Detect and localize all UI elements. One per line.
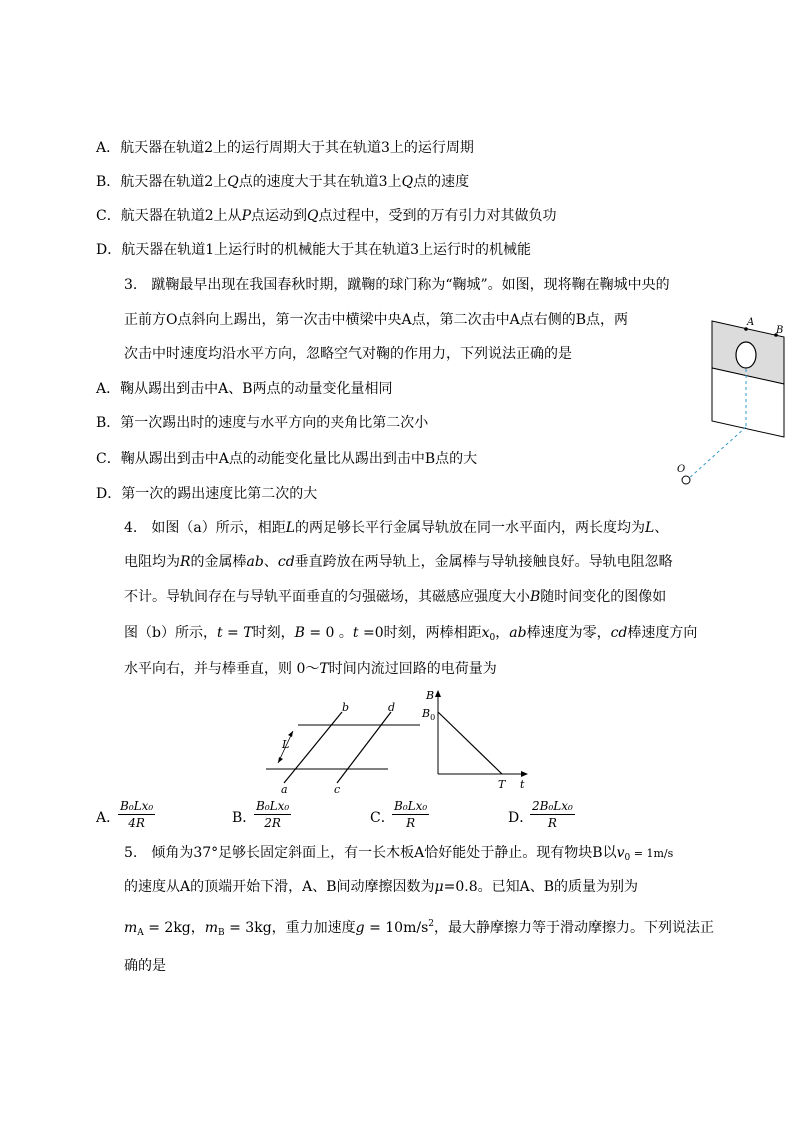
q4-l1-pre: 4. 如图（a）所示，相距 [124, 520, 286, 536]
q5-l3-ma: m [124, 920, 138, 936]
q4-option-a-fraction [118, 798, 155, 831]
q4-l4-x: x [481, 625, 490, 641]
q3-option-b: B．第一次踢出时的速度与水平方向的夹角比第二次小 [96, 415, 429, 431]
q4-l4-ab: ab [509, 625, 527, 641]
q4-l4-e: 棒速度为零， [526, 625, 611, 641]
q4-l1-l: L [285, 520, 296, 536]
dimension-l-arrow-bottom [278, 757, 283, 763]
q4-l2-mid: 的金属棒 [190, 554, 247, 570]
b-axis-arrow [435, 690, 441, 697]
q4-l4-t2: t [352, 625, 359, 641]
q5-stem-line4: 确的是 [124, 958, 166, 974]
label-o: O [677, 464, 686, 475]
q2-option-a: A．航天器在轨道2上的运行周期大于其在轨道3上的运行周期 [96, 140, 474, 156]
q3-option-c: C．鞠从踢出到击中A点的动能变化量比从踢出到击中B点的大 [96, 451, 478, 467]
q5-l2-pre: 的速度从A的顶端开始下滑，A、B间动摩擦因数为 [124, 879, 435, 895]
q5-l3-post: ，最大静摩擦力等于滑动摩擦力。下列说法正 [433, 920, 714, 936]
q4-l4-B: B [294, 625, 305, 641]
q4-figure-b [420, 688, 532, 796]
q4-l3-post: 随时间变化的图像如 [540, 589, 667, 605]
label-c-rod: c [334, 783, 341, 795]
q4-option-a-num: B₀Lx₀ [120, 799, 154, 813]
q3-goal-figure [670, 315, 792, 495]
q4-stem-line5 [124, 659, 497, 679]
q2-option-b-post: 点的速度 [413, 174, 470, 190]
q4-l2-r: R [180, 554, 191, 570]
q4-l1-l2: L [645, 520, 655, 536]
q4-option-b-den: 2R [264, 816, 281, 830]
q2-option-b-q2: Q [401, 174, 414, 190]
q4-figure-a [262, 700, 432, 795]
rod-ab [284, 712, 342, 783]
q4-stem-line4 [124, 623, 697, 648]
q2-option-c-p: P [241, 208, 252, 224]
q5-l3-g: g [355, 920, 365, 936]
q4-l4-eq1: = [222, 625, 244, 641]
q4-l4-a: 图（b）所示， [124, 625, 217, 641]
label-b-axis: B [426, 689, 435, 702]
q4-option-b-num: B₀Lx₀ [256, 799, 290, 813]
q5-l3-g-sup: 2 [428, 919, 434, 929]
q4-stem-line2 [124, 552, 673, 572]
q4-l2-post: 垂直跨放在两导轨上，金属棒与导轨接触良好。导轨电阻忽略 [294, 554, 673, 570]
q2-option-c-pre: C．航天器在轨道2上从 [96, 208, 242, 224]
q4-l4-T: T [243, 625, 253, 641]
t-axis-arrow [521, 771, 528, 777]
q2-option-b [96, 172, 469, 192]
dimension-l-arrow-top [288, 731, 293, 737]
label-a: A [747, 317, 755, 328]
label-b0: $B_0$ [422, 707, 436, 722]
q5-l1-v0: 0 [624, 853, 631, 863]
q4-option-d-num: 2B₀Lx₀ [532, 799, 573, 813]
q5-l3-mb: m [204, 920, 219, 936]
q4-l4-eq2: = 0 。 [304, 625, 353, 641]
q4-l3-b: B [530, 589, 541, 605]
q5-l3-mb-val: = 3kg，重力加速度 [224, 920, 356, 936]
q2-option-c-post: 点过程中，受到的万有引力对其做负功 [318, 208, 557, 224]
q4-option-c-fraction [392, 798, 429, 831]
label-a-rod: a [281, 783, 288, 795]
q4-l4-t1: t [216, 625, 223, 641]
q4-option-c-den: R [406, 816, 416, 830]
q2-option-c-mid: 点运动到 [251, 208, 308, 224]
q4-option-c-num: B₀Lx₀ [394, 799, 428, 813]
q2-option-d: D．航天器在轨道1上运行时的机械能大于其在轨道3上运行时的机械能 [96, 242, 532, 258]
label-T: T [498, 778, 506, 791]
q5-l2-post: =0.8。已知A、B的质量为别为 [443, 879, 639, 895]
q5-l3-ma-sub: A [137, 928, 144, 938]
q5-l1-v: v [616, 845, 625, 861]
q5-l2-mu: μ [434, 879, 444, 895]
q2-option-b-q1: Q [227, 174, 239, 190]
q4-option-b-label: B． [232, 810, 257, 826]
q5-l1-post: = 1m/s [630, 847, 674, 860]
q4-l1-mid: 的两足够长平行金属导轨放在同一水平面内，两长度均为 [295, 520, 646, 536]
b-t-line [438, 712, 502, 774]
q4-l1-post: 、 [654, 520, 669, 536]
q4-l2-pre: 电阻均为 [124, 554, 180, 570]
q2-option-b-pre: B．航天器在轨道2上 [96, 174, 228, 190]
label-d-rod: d [388, 701, 396, 714]
q5-l3-mb-sub: B [218, 928, 225, 938]
q5-l3-ma-val: = 2kg， [143, 920, 205, 936]
q4-l2-sep: 、 [263, 554, 278, 570]
q2-option-b-mid: 点的速度大于其在轨道3上 [238, 174, 402, 190]
label-b-rod: b [342, 701, 350, 714]
q4-l4-f: 棒速度方向 [627, 625, 698, 641]
q4-option-b-fraction [254, 798, 291, 831]
q2-option-c [96, 206, 557, 226]
q5-stem-line3 [124, 914, 714, 943]
q4-option-d-label: D． [508, 810, 534, 826]
q4-l2-ab: ab [246, 554, 264, 570]
q5-stem-line1 [124, 843, 673, 868]
q5-l1-pre: 5. 倾角为37°足够长固定斜面上，有一长木板A恰好能处于静止。现有物块B以 [124, 845, 617, 861]
q4-l3-pre: 不计。导轨间存在与导轨平面垂直的匀强磁场，其磁感应强度大小 [124, 589, 530, 605]
q4-l4-b: 时刻， [252, 625, 295, 641]
q5-l3-g-val: = 10m/s [364, 920, 429, 936]
q4-option-c-label: C． [370, 810, 395, 826]
q4-stem-line1 [124, 518, 668, 538]
q2-option-c-q: Q [307, 208, 319, 224]
q4-option-a-den: 4R [128, 816, 145, 830]
q3-option-d: D．第一次的踢出速度比第二次的大 [96, 486, 318, 502]
label-b: B [776, 325, 784, 336]
ball-o [682, 476, 690, 484]
q4-stem-line3 [124, 587, 666, 607]
q4-l2-cd: cd [277, 554, 295, 570]
q3-option-a: A．鞠从踢出到击中A、B两点的动量变化量相同 [96, 381, 393, 397]
q3-stem-line2: 正前方O点斜向上踢出，第一次击中横梁中央A点，第二次击中A点右侧的B点，两 [124, 312, 628, 328]
q4-l4-d: ， [495, 625, 510, 641]
label-t-axis: t [520, 778, 525, 791]
rod-cd [337, 712, 391, 783]
ground-path [687, 427, 746, 480]
q4-l5-pre: 水平向右，并与棒垂直，则 0～ [124, 661, 320, 677]
q4-option-d-den: R [547, 816, 557, 830]
q4-l4-x0: 0 [489, 633, 496, 643]
q4-l4-c: =0时刻，两棒相距 [358, 625, 482, 641]
q3-stem-line1: 3. 蹴鞠最早出现在我国春秋时期，蹴鞠的球门称为“鞠城”。如图，现将鞠在鞠城中央的 [124, 277, 670, 293]
q4-l4-cd: cd [610, 625, 628, 641]
q4-l5-post: 时间内流过回路的电荷量为 [328, 661, 497, 677]
q3-stem-line3: 次击中时速度均沿水平方向，忽略空气对鞠的作用力，下列说法正确的是 [124, 346, 572, 362]
q4-option-d-fraction [530, 798, 575, 831]
label-l-dim: L [282, 738, 290, 751]
q4-l5-T: T [319, 661, 329, 677]
q5-stem-line2 [124, 877, 638, 897]
q4-option-a-label: A． [96, 810, 121, 826]
goal-hole [736, 342, 756, 368]
